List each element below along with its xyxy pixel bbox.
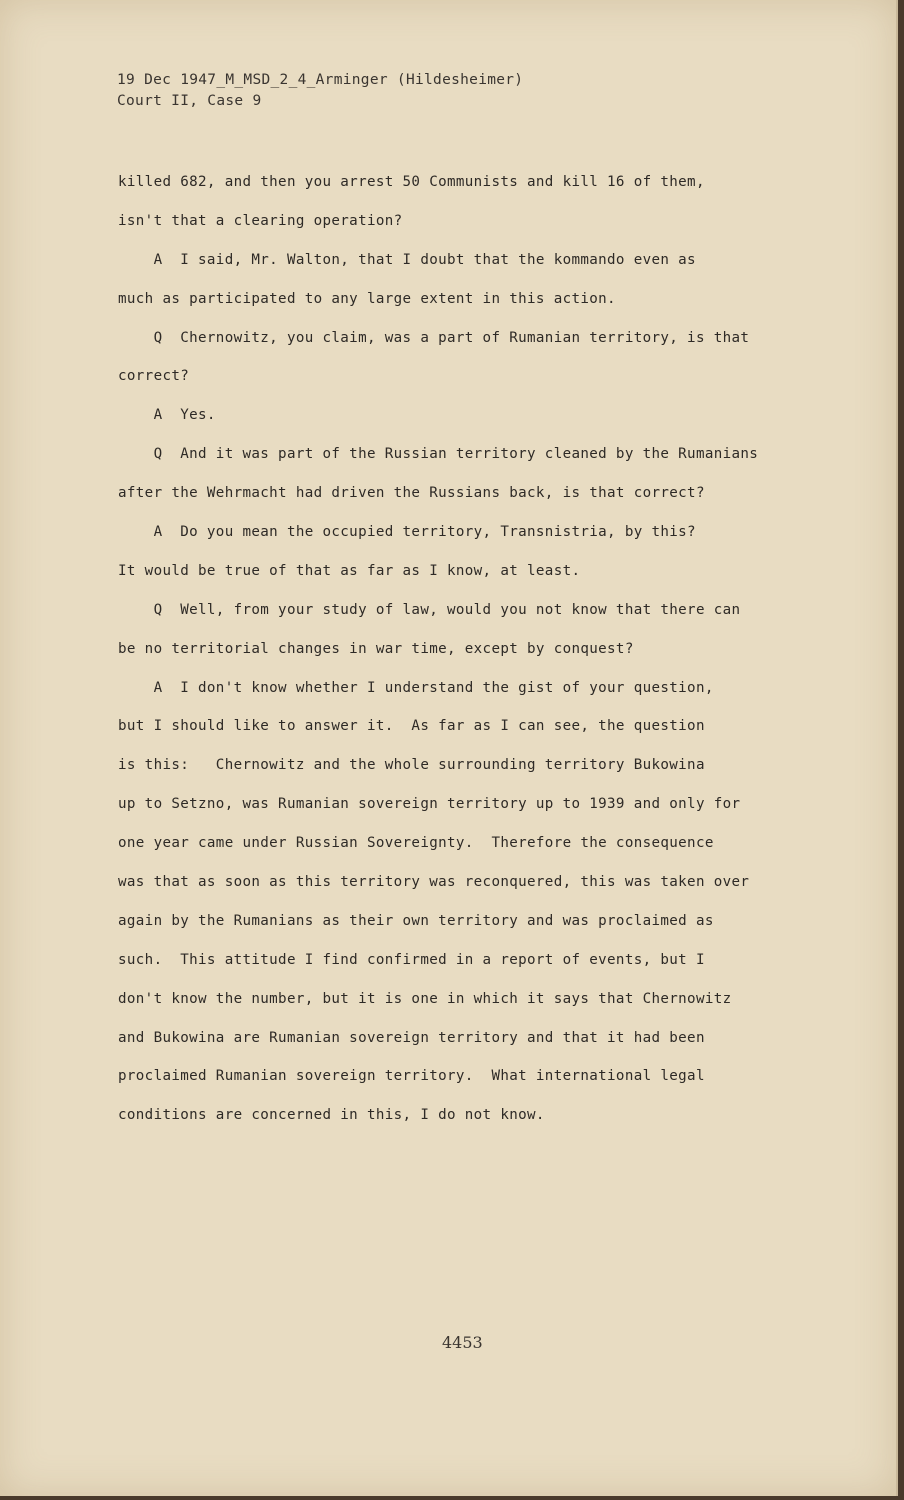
header-line-court: Court II, Case 9 bbox=[117, 93, 262, 109]
transcript-line: A Yes. bbox=[118, 407, 216, 424]
document-header bbox=[117, 70, 523, 112]
transcript-line: killed 682, and then you arrest 50 Communists and kill 16 of them, bbox=[118, 174, 705, 190]
transcript-line: but I should like to answer it. As far as I can see, the question bbox=[118, 718, 705, 735]
transcript-line: A Do you mean the occupied territory, Transnistria, by this? bbox=[118, 524, 696, 541]
transcript-line: much as participated to any large extent in this action. bbox=[118, 290, 616, 307]
transcript-line: don't know the number, but it is one in which it says that Chernowitz bbox=[118, 990, 732, 1007]
transcript-line: after the Wehrmacht had driven the Russians back, is that correct? bbox=[118, 485, 705, 502]
transcript-line: A I don't know whether I understand the gist of your question, bbox=[118, 679, 714, 696]
transcript-line: Q Chernowitz, you claim, was a part of Rumanian territory, is that bbox=[118, 329, 750, 346]
transcript-line: A I said, Mr. Walton, that I doubt that the kommando even as bbox=[118, 251, 696, 268]
header-line-date-case: 19 Dec 1947_M_MSD_2_4_Arminger (Hildesheimer) bbox=[117, 72, 524, 88]
transcript-line: such. This attitude I find confirmed in a report of events, but I bbox=[118, 951, 705, 968]
transcript-line: one year came under Russian Sovereignty. Therefore the consequence bbox=[118, 835, 714, 852]
transcript-line: and Bukowina are Rumanian sovereign territory and that it had been bbox=[118, 1029, 705, 1046]
transcript-line: is this: Chernowitz and the whole surrounding territory Bukowina bbox=[118, 757, 705, 774]
transcript-line: conditions are concerned in this, I do not know. bbox=[118, 1107, 545, 1124]
transcript-line: Q Well, from your study of law, would you not know that there can bbox=[118, 601, 741, 618]
transcript-line: up to Setzno, was Rumanian sovereign territory up to 1939 and only for bbox=[118, 796, 741, 813]
transcript-body bbox=[118, 163, 838, 1135]
transcript-line: It would be true of that as far as I know, at least. bbox=[118, 562, 581, 579]
transcript-line: Q And it was part of the Russian territory cleaned by the Rumanians bbox=[118, 446, 759, 463]
page-number: 4453 bbox=[442, 1333, 483, 1352]
transcript-line: correct? bbox=[118, 368, 190, 385]
transcript-line: isn't that a clearing operation? bbox=[118, 212, 403, 229]
transcript-line: again by the Rumanians as their own territory and was proclaimed as bbox=[118, 912, 714, 929]
transcript-line: be no territorial changes in war time, except by conquest? bbox=[118, 640, 634, 657]
transcript-line: was that as soon as this territory was reconquered, this was taken over bbox=[118, 874, 750, 891]
transcript-line: proclaimed Rumanian sovereign territory. What international legal bbox=[118, 1068, 705, 1085]
